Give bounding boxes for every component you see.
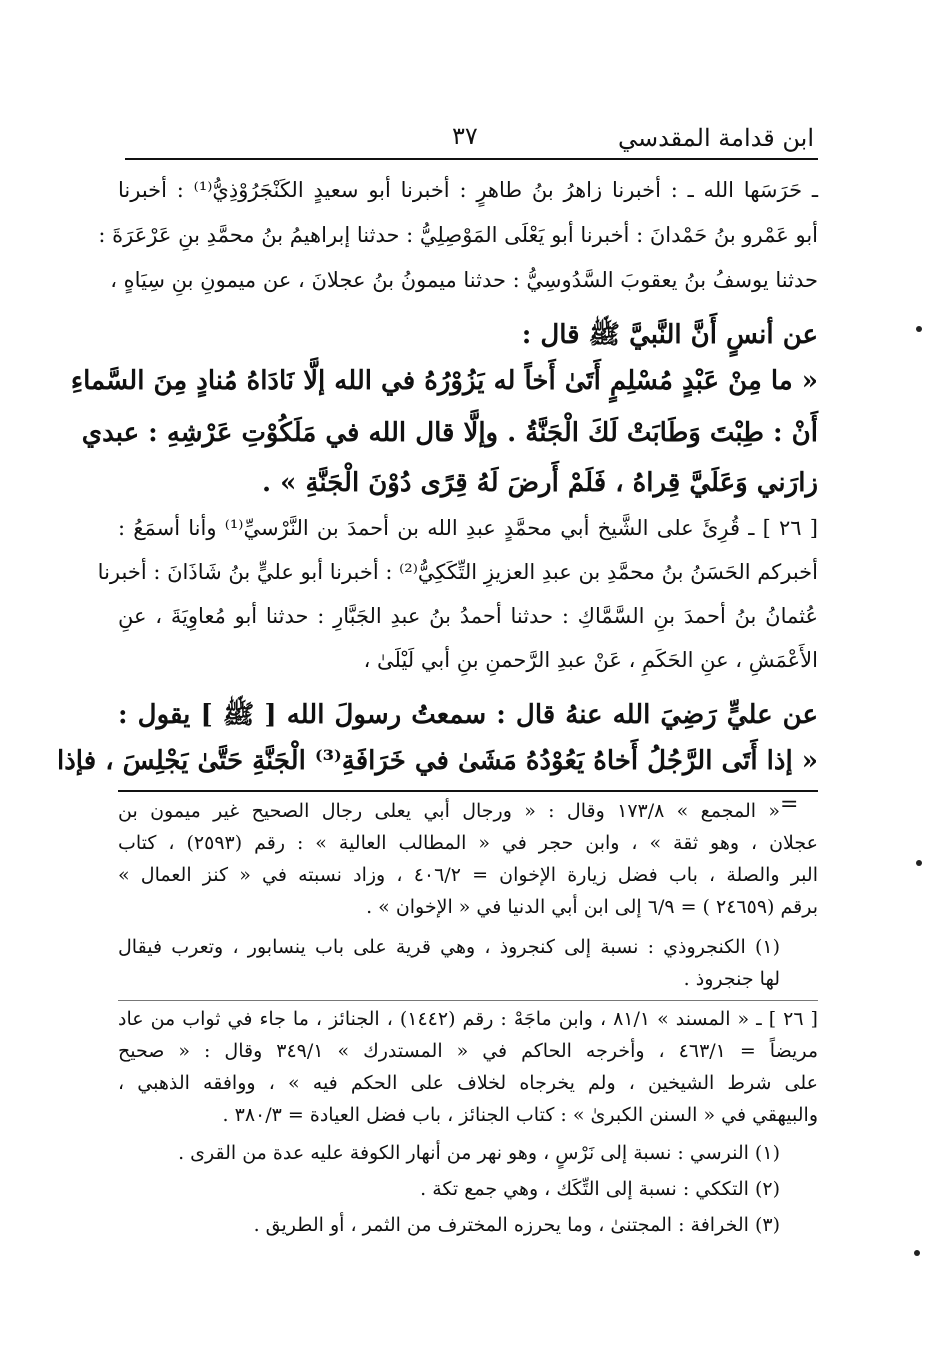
footnote-line: (١) الكنجروذي : نسبة إلى كنجروذ ، وهي قرية على باب ينسابور ، وتعرب فيقال bbox=[118, 936, 780, 958]
continuation-marker: = bbox=[780, 792, 799, 817]
footnote-rule bbox=[118, 790, 818, 792]
footnote-line: [ ٢٦ ] ـ « المسند » ٨١/١ ، وابن ماجَهْ : رقم (١٤٤٢) ، الجنائز ، ما جاء في ثواب من عاد bbox=[118, 1008, 818, 1030]
footnote-line: على شرط الشيخين ، ولم يخرجاه لخلاف على الحكم فيه » ، ووافقه الذهبي ، bbox=[118, 1072, 818, 1094]
footnote-separator bbox=[118, 1000, 818, 1001]
footnote-line: والبيهقي في « السنن الكبرىٰ » : كتاب الجنائز ، باب فضل العيادة = ٣٨٠/٣ . bbox=[222, 1104, 818, 1126]
body-line: [ ٢٦ ] ـ قُرِئَ على الشَّيخ أبي محمَّدٍ عبدِ الله بن أحمدَ بن النَّرْسيِّ⁽¹⁾ وأنا أسمَعُ : bbox=[118, 516, 818, 540]
page-number: ٣٧ bbox=[452, 122, 478, 150]
hadith-text-line: زارَني وَعَلَيَّ قِراهُ ، فَلَمْ أَرضَ لَهُ قِرًى دُوْنَ الْجَنَّةِ » . bbox=[262, 468, 818, 498]
body-line: حدثنا يوسفُ بنُ يعقوبَ السَّدُوسِيُّ : حدثنا ميمونُ بنُ عجلانَ ، عن ميمونِ بنِ سِيَاهٍ ، bbox=[110, 268, 818, 292]
body-line: أبو عَمْرو بنُ حَمْدانَ : أخبرنا أبو يَعْلَى المَوْصِلِيُّ : حدثنا إبراهيمُ بنُ محمَّدِ بنِ عَرْعَرَةَ : bbox=[98, 223, 818, 247]
scan-mark bbox=[916, 860, 922, 866]
hadith-chain-end: عن أنسٍ أَنَّ النَّبيَّ ﷺ قال : bbox=[521, 320, 818, 350]
hadith-text-line: أَنْ : طِبْتَ وَطَابَتْ لَكَ الْجَنَّةُ . وإلَّا قال الله في مَلَكُوْتِ عَرْشِهِ : عبدي bbox=[81, 418, 818, 448]
page-header bbox=[122, 118, 822, 158]
footnote-line: « المجمع » ١٧٣/٨ وقال : « ورجال أبي يعلى رجال الصحيح غير ميمون بن bbox=[118, 800, 781, 822]
footnote-line: مريضاً = ٤٦٣/١ ، وأخرجه الحاكم في « المستدرك » ٣٤٩/١ وقال : « صحيح bbox=[118, 1040, 819, 1062]
footnote-line: لها جنجروذ . bbox=[683, 968, 780, 990]
footnote-line: (٢) التككي : نسبة إلى التِّكَك ، وهي جمع تكة . bbox=[420, 1178, 780, 1200]
body-line: ـ حَرَسَها الله ـ : أخبرنا زاهرُ بنُ طاهرٍ : أخبرنا أبو سعيدٍ الكَنْجَرُوْذِيُّ⁽¹⁾ : أخبرنا bbox=[118, 178, 818, 202]
body-line: عُثمانُ بنُ أحمدَ بنِ السَّمَّاكِ : حدثنا أحمدُ بنُ عبدِ الجَبَّارِ : حدثنا أبو مُعاوِيَةَ ، عنِ bbox=[118, 604, 818, 628]
footnote-line: برقم (٢٤٦٥٩ ) = ٦/٩ إلى ابن أبي الدنيا في « الإخوان » . bbox=[366, 896, 818, 918]
footnote-line: عجلان ، وهو ثقة » ، وابن حجر في « المطالب العالية » : رقم (٢٥٩٣) ، كتاب bbox=[118, 832, 818, 854]
running-title: ابن قدامة المقدسي bbox=[617, 124, 814, 152]
scan-mark bbox=[916, 326, 922, 332]
header-rule bbox=[125, 158, 818, 160]
body-line: أخبركم الحَسَنُ بنُ محمَّدِ بن عبدِ العزيزِ التِّكَكِيُّ⁽²⁾ : أخبرنا أبو عليٍّ بنُ شَاذَانَ : أخبرنا bbox=[97, 560, 818, 584]
scan-mark bbox=[914, 1250, 920, 1256]
footnote-line: (١) النرسي : نسبة إلى نَرْسٍ ، وهو نهر من أنهار الكوفة عليه عدة من القرى . bbox=[178, 1142, 780, 1164]
hadith-text-line: عن عليٍّ رَضِيَ الله عنهُ قال : سمعتُ رسولَ الله [ ﷺ ] يقول : bbox=[118, 700, 818, 730]
body-line: الأَعْمَشِ ، عنِ الحَكَمِ ، عَنْ عبدِ الرَّحمنِ بنِ أبي لَيْلَىٰ ، bbox=[363, 648, 818, 672]
hadith-text-line: « إذا أَتَى الرَّجُلُ أَخاهُ يَعُوْدُهُ مَشَىٰ في خَرَافَةِ⁽³⁾ الْجَنَّةِ حَتَّىٰ يَجْلِسَ ، فإذا bbox=[57, 746, 818, 776]
footnote-line: البر والصلة ، باب فضل زيارة الإخوان = ٤٠٦/٢ ، وزاد نسبته في « كنز العمال » bbox=[118, 864, 818, 886]
footnote-line: (٣) الخرافة : المجتنىٰ ، وما يحرزه المخترف من الثمر ، أو الطريق . bbox=[253, 1214, 780, 1236]
hadith-text-line: « ما مِنْ عَبْدٍ مُسْلِمٍ أَتَىٰ أَخاً له يَزُوْرُهُ في الله إلَّا نَادَاهُ مُنادٍ مِنَ السَّماءِ bbox=[70, 366, 818, 396]
